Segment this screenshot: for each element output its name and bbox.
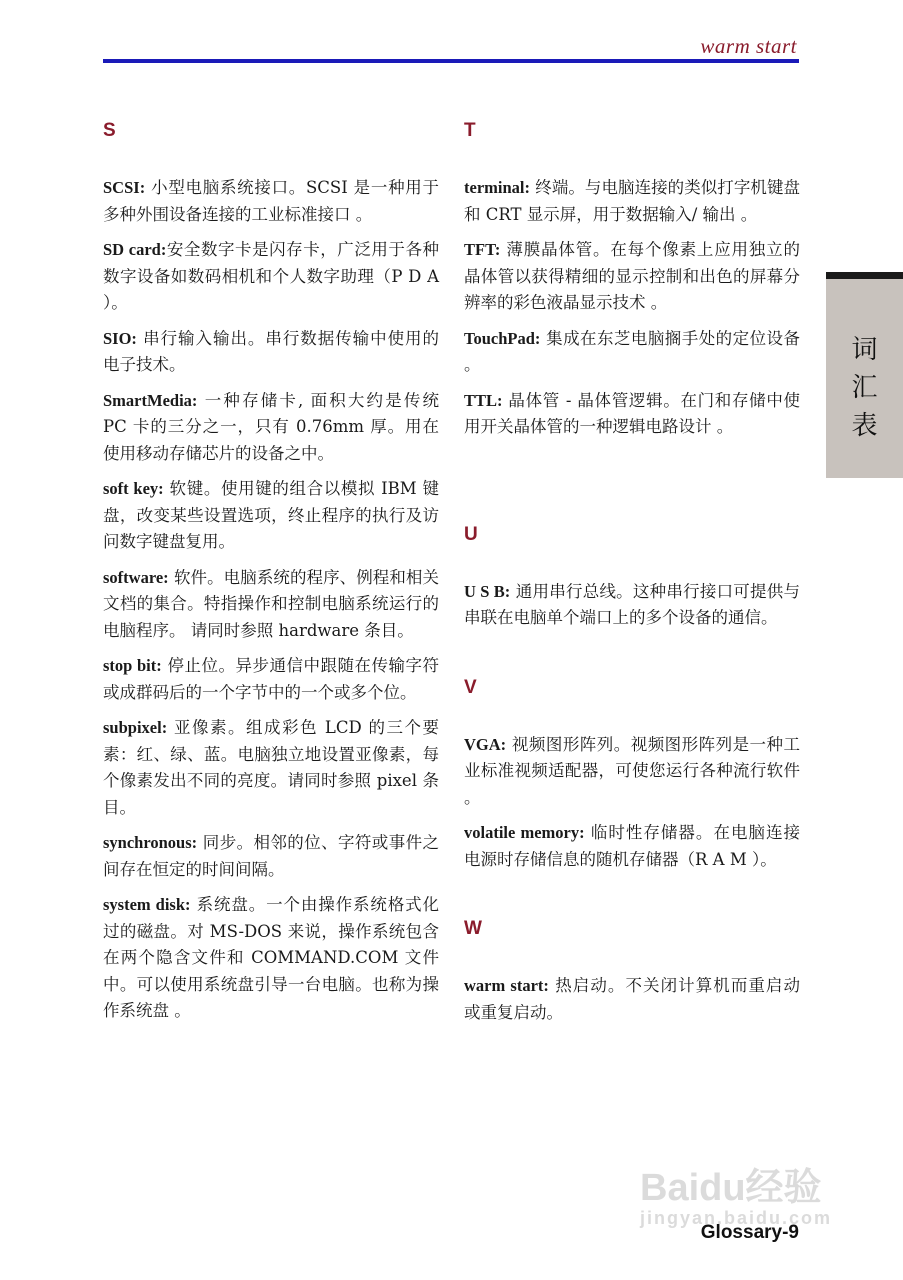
entry-definition: 一种存储卡, 面积大约是传统 PC 卡的三分之一，只有 0.76mm 厚。用在使用移动存储芯片的设备之中。 <box>103 390 439 463</box>
glossary-entry-sio <box>103 326 439 379</box>
glossary-entry-usb <box>464 579 800 632</box>
glossary-entry-ttl <box>464 388 800 441</box>
section-spacer <box>464 546 800 579</box>
entry-term: TouchPad: <box>464 328 541 348</box>
glossary-side-tab <box>826 272 903 478</box>
side-tab-char: 词 <box>851 335 878 365</box>
glossary-entry-warm-start <box>464 973 800 1026</box>
section-letter-w: W <box>464 918 482 939</box>
watermark-brand: Baidu经验 <box>640 1167 822 1209</box>
entry-term: U S B: <box>464 581 511 601</box>
glossary-entry-terminal <box>464 175 800 228</box>
entry-term: soft key: <box>103 479 164 498</box>
entry-term: SCSI: <box>103 178 146 197</box>
entry-definition: 集成在东芝电脑搁手处的定位设备 。 <box>464 328 800 374</box>
glossary-entry-system-disk <box>103 892 439 1025</box>
entry-term: SmartMedia: <box>103 390 198 410</box>
glossary-entry-stop-bit <box>103 653 439 706</box>
entry-term: subpixel: <box>103 718 168 737</box>
entry-definition: 晶体管 - 晶体管逻辑。在门和存储中使用开关晶体管的一种逻辑电路设计 。 <box>464 390 800 436</box>
entry-term: warm start: <box>464 976 549 995</box>
entry-definition: 视频图形阵列。视频图形阵列是一种工业标准视频适配器，可使您运行各种流行软件 。 <box>464 734 800 807</box>
watermark-url: jingyan.baidu.com <box>640 1208 833 1228</box>
entry-term: TFT: <box>464 240 501 259</box>
glossary-entry-smartmedia <box>103 388 439 468</box>
entry-definition: 终端。与电脑连接的类似打字机键盘和 CRT 显示屏，用于数据输入/ 输出 。 <box>464 178 800 224</box>
entry-definition: 通用串行总线。这种串行接口可提供与串联在电脑单个端口上的多个设备的通信。 <box>464 581 800 627</box>
section-letter-s: S <box>103 120 116 141</box>
section-gap <box>464 450 800 524</box>
entry-definition: 亚像素。组成彩色 LCD 的三个要素：红、绿、蓝。电脑独立地设置亚像素，每个像素发出不同的亮度。请同时参照 pixel 条目。 <box>103 718 439 817</box>
glossary-entry-soft-key <box>103 476 439 556</box>
glossary-entry-sd-card <box>103 237 439 317</box>
entry-term: SD card: <box>103 240 167 259</box>
entry-term: synchronous: <box>103 833 198 852</box>
entry-term: SIO: <box>103 328 137 348</box>
entry-term: system disk: <box>103 895 191 914</box>
section-spacer <box>103 142 439 175</box>
section-spacer <box>464 142 800 175</box>
section-spacer <box>464 940 800 973</box>
glossary-entry-scsi <box>103 175 439 228</box>
entry-definition: 临时性存储器。在电脑连接电源时存储信息的随机存储器（R A M ）。 <box>464 823 800 869</box>
entry-definition: 停止位。异步通信中跟随在传输字符或成群码后的一个字节中的一个或多个位。 <box>103 656 440 702</box>
entry-definition: 系统盘。一个由操作系统格式化过的磁盘。对 MS-DOS 来说，操作系统包含在两个隐含文件和 COMMAND.COM 文件中。可以使用系统盘引导一台电脑。也称为操作系统盘 。 <box>103 895 439 1020</box>
glossary-entry-vga <box>464 732 800 812</box>
entry-definition: 小型电脑系统接口。SCSI 是一种用于多种外围设备连接的工业标准接口 。 <box>103 178 439 224</box>
glossary-entry-touchpad <box>464 326 800 379</box>
entry-definition: 安全数字卡是闪存卡，广泛用于各种数字设备如数码相机和个人数字助理（P D A ）。 <box>103 240 439 312</box>
entry-term: stop bit: <box>103 656 162 675</box>
entry-term: TTL: <box>464 390 503 410</box>
header-rule <box>103 59 799 63</box>
entry-term: terminal: <box>464 178 530 197</box>
entry-definition: 软键。使用键的组合以模拟 IBM 键盘，改变某些设置选项，终止程序的执行及访问数字键盘复用。 <box>103 479 439 551</box>
section-letter-u: U <box>464 523 478 545</box>
glossary-entry-synchronous <box>103 830 439 883</box>
running-header-title: warm start <box>700 34 797 58</box>
entry-definition: 同步。相邻的位、字符或事件之间存在恒定的时间间隔。 <box>103 833 439 879</box>
glossary-entry-software <box>103 565 439 645</box>
entry-term: volatile memory: <box>464 823 585 842</box>
section-gap <box>464 882 800 918</box>
glossary-entry-volatile-memory <box>464 820 800 873</box>
section-spacer <box>464 699 800 732</box>
entry-definition: 软件。电脑系统的程序、例程和相关文档的集合。特指操作和控制电脑系统运行的电脑程序。 请同时参照 hardware 条目。 <box>103 567 439 640</box>
baidu-watermark <box>640 1168 832 1229</box>
entry-term: software: <box>103 567 169 587</box>
entry-term: VGA: <box>464 734 507 754</box>
entry-definition: 热启动。不关闭计算机而重启动或重复启动。 <box>464 976 800 1022</box>
side-tab-char: 表 <box>851 411 878 441</box>
page-number-label: Glossary-9 <box>700 1222 799 1243</box>
section-letter-t: T <box>464 120 476 141</box>
entry-definition: 薄膜晶体管。在每个像素上应用独立的晶体管以获得精细的显示控制和出色的屏幕分辨率的彩色液晶显示技术 。 <box>464 240 800 312</box>
left-column <box>103 120 439 1034</box>
glossary-entry-tft <box>464 237 800 317</box>
section-letter-v: V <box>464 676 477 698</box>
side-tab-char: 汇 <box>851 373 878 403</box>
right-column <box>464 120 800 1035</box>
entry-definition: 串行输入输出。串行数据传输中使用的电子技术。 <box>103 328 439 374</box>
glossary-entry-subpixel <box>103 715 439 821</box>
section-gap <box>464 641 800 677</box>
